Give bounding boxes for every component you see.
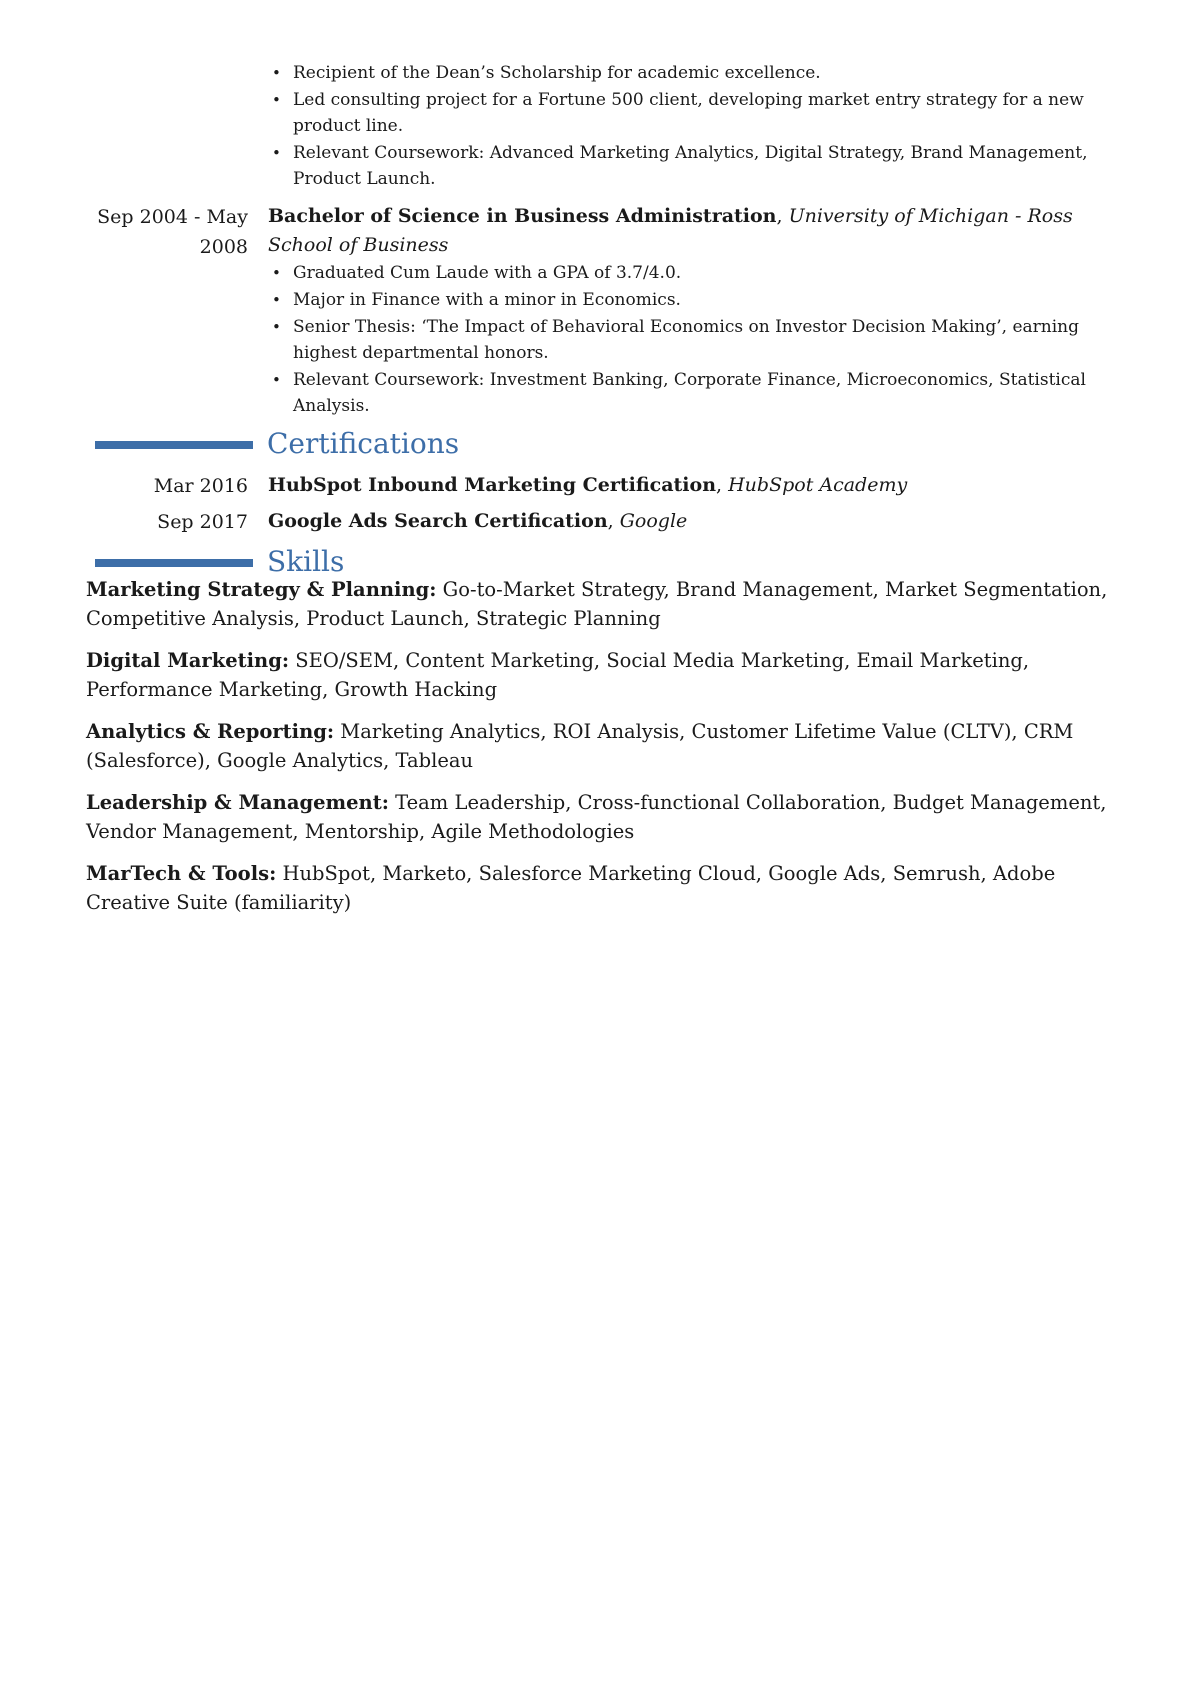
bachelor-date [80, 202, 248, 262]
skill-values: SEO/SEM, Content Marketing, Social Media Marketing, Email Marketing, Performance Marketing, Growth Hacking [86, 649, 1030, 701]
skill-category: Digital Marketing: [86, 649, 290, 672]
bachelor-date-start: Sep 2004 - May [97, 206, 248, 228]
skill-group [86, 575, 1110, 633]
list-item: • Graduated Cum Laude with a GPA of 3.7/4.0. [268, 260, 1108, 286]
certifications-section-title: Certifications [267, 427, 460, 460]
bachelor-degree: Bachelor of Science in Business Administration [268, 205, 777, 227]
skill-category: MarTech & Tools: [86, 862, 277, 885]
skills-list [86, 575, 1110, 930]
certification-name: HubSpot Inbound Marketing Certification [268, 474, 717, 496]
skill-group [86, 717, 1110, 775]
certification-separator: , [607, 510, 620, 532]
certifications-section-bar [95, 441, 253, 449]
certification-issuer: HubSpot Academy [728, 474, 908, 496]
list-item: • Relevant Coursework: Advanced Marketing Analytics, Digital Strategy, Brand Management, Product Launch. [268, 140, 1108, 192]
skill-values: Team Leadership, Cross-functional Collaboration, Budget Management, Vendor Management, Mentorship, Agile Methodologies [86, 791, 1107, 843]
list-item: • Senior Thesis: ‘The Impact of Behavioral Economics on Investor Decision Making’, earning highest departmental honors. [268, 314, 1108, 366]
skill-group [86, 859, 1110, 917]
skill-category: Leadership & Management: [86, 791, 389, 814]
skill-category: Analytics & Reporting: [86, 720, 335, 743]
certification-separator: , [716, 474, 729, 496]
bachelor-bullet-list [268, 260, 1108, 420]
masters-bullet-list [268, 60, 1108, 193]
skill-values: HubSpot, Marketo, Salesforce Marketing Cloud, Google Ads, Semrush, Adobe Creative Suite (familiarity) [86, 862, 1056, 914]
certification-issuer: Google [619, 510, 688, 532]
list-item: • Major in Finance with a minor in Economics. [268, 287, 1108, 313]
skill-category: Marketing Strategy & Planning: [86, 578, 437, 601]
certification-date: Sep 2017 [157, 511, 248, 533]
bachelor-heading [268, 202, 1108, 260]
list-item: • Recipient of the Dean’s Scholarship for academic excellence. [268, 60, 1108, 86]
bachelor-date-end: 2008 [199, 236, 248, 258]
certification-date: Mar 2016 [153, 475, 248, 497]
certification-entry [268, 471, 1108, 500]
skill-group [86, 788, 1110, 846]
skills-section-bar [95, 559, 253, 567]
list-item: • Relevant Coursework: Investment Banking, Corporate Finance, Microeconomics, Statistical Analysis. [268, 367, 1108, 419]
bachelor-school: University of Michigan - Ross School of Business [268, 205, 1073, 256]
list-item: • Led consulting project for a Fortune 500 client, developing market entry strategy for a new product line. [268, 87, 1108, 139]
skill-values: Marketing Analytics, ROI Analysis, Customer Lifetime Value (CLTV), CRM (Salesforce), Google Analytics, Tableau [86, 720, 1074, 772]
skills-section-title: Skills [267, 545, 345, 578]
skill-values: Go-to-Market Strategy, Brand Management, Market Segmentation, Competitive Analysis, Product Launch, Strategic Planning [86, 578, 1108, 630]
skill-group [86, 646, 1110, 704]
certification-name: Google Ads Search Certification [268, 510, 608, 532]
certification-entry [268, 507, 1108, 536]
bachelor-separator: , [776, 205, 789, 227]
